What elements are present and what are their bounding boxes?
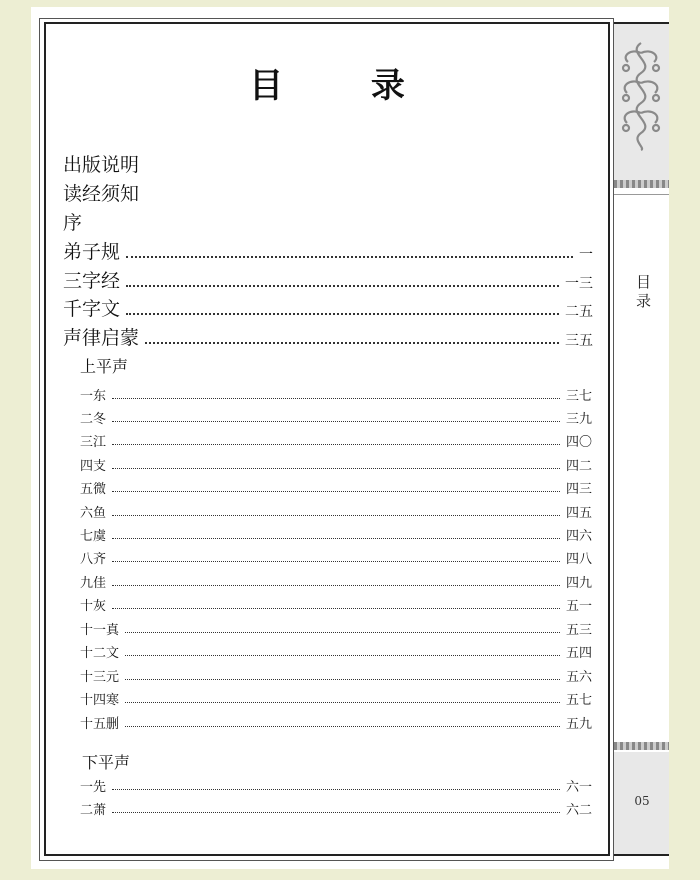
toc-subentry[interactable] <box>80 549 592 567</box>
toc-subentry[interactable] <box>80 409 592 427</box>
toc-subentry-label: 十五删 <box>80 717 120 732</box>
floral-ornament-icon <box>616 38 666 153</box>
toc-entry-page: 一三 <box>565 276 593 292</box>
leader-dots <box>126 255 573 258</box>
toc-entry[interactable] <box>63 326 593 350</box>
toc-subentry[interactable] <box>80 526 592 544</box>
toc-subentry-label: 十二文 <box>80 646 120 661</box>
toc-entry-label: 弟子规 <box>63 241 121 263</box>
toc-subentry-label: 十灰 <box>80 599 107 614</box>
toc-entry-label: 声律启蒙 <box>63 327 140 349</box>
side-tab-band-top <box>614 180 669 188</box>
section-heading-upper: 上平声 <box>80 357 129 376</box>
toc-subentry-label: 一东 <box>80 389 107 404</box>
toc-subentry[interactable] <box>80 456 592 474</box>
toc-subentry-label: 七虞 <box>80 529 107 544</box>
toc-subentry-label: 三江 <box>80 435 107 450</box>
toc-subentry-page: 三九 <box>565 412 592 427</box>
toc-front-matter-publication-note[interactable]: 出版说明 <box>63 154 140 176</box>
toc-entry-page: 二五 <box>565 304 593 320</box>
toc-subentry-page: 五四 <box>565 646 592 661</box>
toc-subentry-page: 四八 <box>565 552 592 567</box>
leader-dots <box>145 341 559 344</box>
toc-subentry[interactable] <box>80 714 592 732</box>
side-tab-band-bottom <box>614 742 669 750</box>
toc-subentry-label: 九佳 <box>80 576 107 591</box>
toc-subentry-label: 五微 <box>80 482 107 497</box>
leader-dots <box>112 607 560 609</box>
toc-subentry-page: 四六 <box>565 529 592 544</box>
toc-subentry-page: 六一 <box>565 780 592 795</box>
toc-entry-page: 三五 <box>565 333 593 349</box>
toc-subentry-page: 四九 <box>565 576 592 591</box>
toc-subentry-page: 五九 <box>565 717 592 732</box>
toc-subentry-page: 四三 <box>565 482 592 497</box>
side-tab-label: 目录 <box>634 274 652 312</box>
toc-subentry-page: 五七 <box>565 693 592 708</box>
leader-dots <box>112 788 560 790</box>
toc-subentry-label: 一先 <box>80 780 107 795</box>
toc-subentry[interactable] <box>80 620 592 638</box>
toc-subentry-page: 四五 <box>565 506 592 521</box>
leader-dots <box>125 678 560 680</box>
leader-dots <box>112 443 560 445</box>
toc-subentry-label: 十三元 <box>80 670 120 685</box>
toc-subentry-page: 六二 <box>565 803 592 818</box>
page-title: 目 录 <box>249 66 443 106</box>
toc-subentry-label: 十四寒 <box>80 693 120 708</box>
toc-subentry[interactable] <box>80 386 592 404</box>
toc-front-matter-reading-notes[interactable]: 读经须知 <box>63 183 140 205</box>
leader-dots <box>112 397 560 399</box>
toc-subentry-label: 六鱼 <box>80 506 107 521</box>
leader-dots <box>112 490 560 492</box>
toc-front-matter-preface[interactable]: 序 <box>63 212 83 234</box>
section-heading-lower: 下平声 <box>82 753 131 772</box>
toc-entry-label: 千字文 <box>63 298 121 320</box>
toc-subentry-page: 五三 <box>565 623 592 638</box>
toc-subentry-label: 四支 <box>80 459 107 474</box>
leader-dots <box>125 725 560 727</box>
toc-subentry[interactable] <box>80 643 592 661</box>
toc-subentry-page: 四〇 <box>565 435 592 450</box>
toc-subentry-page: 四二 <box>565 459 592 474</box>
toc-entry-label: 三字经 <box>63 270 121 292</box>
leader-dots <box>125 701 560 703</box>
leader-dots <box>112 467 560 469</box>
leader-dots <box>125 654 560 656</box>
toc-subentry[interactable] <box>80 503 592 521</box>
leader-dots <box>112 811 560 813</box>
toc-subentry-label: 二冬 <box>80 412 107 427</box>
toc-subentry[interactable] <box>80 479 592 497</box>
toc-subentry[interactable] <box>80 777 592 795</box>
leader-dots <box>112 584 560 586</box>
toc-subentry[interactable] <box>80 800 592 818</box>
leader-dots <box>125 631 560 633</box>
toc-subentry[interactable] <box>80 690 592 708</box>
toc-subentry-label: 二萧 <box>80 803 107 818</box>
toc-entry[interactable] <box>63 297 593 321</box>
leader-dots <box>126 312 559 315</box>
leader-dots <box>112 514 560 516</box>
toc-entry[interactable] <box>63 240 593 264</box>
toc-subentry[interactable] <box>80 667 592 685</box>
toc-subentry-label: 十一真 <box>80 623 120 638</box>
toc-entry-page: 一 <box>579 247 593 263</box>
toc-subentry-label: 八齐 <box>80 552 107 567</box>
toc-subentry[interactable] <box>80 573 592 591</box>
leader-dots <box>112 560 560 562</box>
toc-subentry[interactable] <box>80 596 592 614</box>
toc-subentry[interactable] <box>80 432 592 450</box>
leader-dots <box>112 420 560 422</box>
leader-dots <box>126 284 559 287</box>
toc-entry[interactable] <box>63 269 593 293</box>
leader-dots <box>112 537 560 539</box>
toc-subentry-page: 三七 <box>565 389 592 404</box>
page-number: 05 <box>634 794 650 808</box>
toc-subentry-page: 五六 <box>565 670 592 685</box>
toc-subentry-page: 五一 <box>565 599 592 614</box>
